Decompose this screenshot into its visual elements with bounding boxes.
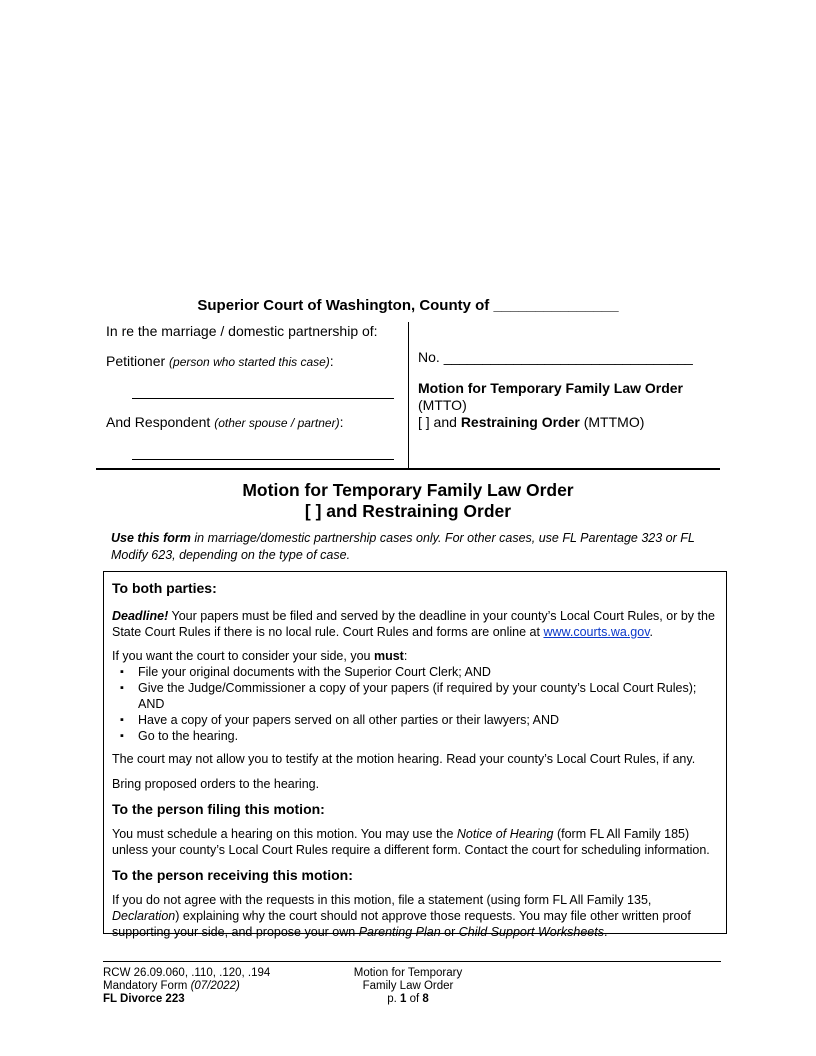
caption-parties [96,322,408,468]
footer-form-id: FL Divorce 223 [103,993,185,1005]
case-number-label: No. [418,349,444,365]
bring-orders-paragraph: Bring proposed orders to the hearing. [112,777,320,791]
colon: : [339,414,344,430]
page-prefix: p. [387,993,400,1005]
case-number-blank[interactable]: ________________________________ [443,349,693,365]
notice-of-hearing: Notice of Hearing [456,827,554,841]
footer-form-title [348,967,468,1006]
respondent-name-line[interactable] [132,459,394,460]
title-line-1: Motion for Temporary Family Law Order [242,480,574,500]
form-code: (MTTO) [418,397,467,413]
parenting-plan: Parenting Plan [358,925,441,939]
list-item: ▪ Go to the hearing. [138,728,716,744]
mandatory-date: (07/2022) [190,980,240,992]
deadline-paragraph [112,608,716,640]
restraining-option [418,414,718,431]
caption-divider [408,322,409,468]
period: . [649,625,654,639]
respondent-text: And Respondent [106,414,215,430]
use-note [111,530,711,564]
form-title: Motion for Temporary Family Law Order [418,380,684,396]
list-item: ▪ File your original documents with the Superior Court Clerk; AND [138,664,716,680]
restraining-code: (MTTMO) [579,414,645,430]
restraining-checkbox[interactable]: [ ] and [418,414,461,430]
filing-text: You must schedule a hearing on this motion. You may use the [112,827,457,841]
declaration-form: Declaration [112,909,176,923]
petitioner-name-line[interactable] [132,398,394,399]
both-parties-heading: To both parties: [112,580,217,596]
receiving-heading: To the person receiving this motion: [112,867,353,883]
form-title-block [418,380,718,431]
petitioner-label [106,353,334,369]
page-of: of [406,993,423,1005]
respondent-label [106,414,344,430]
page-footer [103,961,721,1005]
county-blank[interactable]: _______________ [493,297,619,314]
use-note-bold: Use this form [111,531,191,545]
page-current: 1 [400,993,407,1005]
courts-link[interactable]: www.courts.wa.gov [543,625,650,639]
court-heading [0,297,816,314]
consider-paragraph [112,648,716,664]
mandatory-label: Mandatory Form [103,980,191,992]
filing-paragraph [112,826,716,858]
court-heading-text: Superior Court of Washington, County of [197,297,494,314]
list-item: ▪ Give the Judge/Commissioner a copy of your papers (if required by your county’s Local Court Rules); AND [138,680,716,712]
receiving-paragraph [112,892,716,940]
filing-heading: To the person filing this motion: [112,801,325,817]
colon: : [403,649,408,663]
page-total: 8 [422,993,429,1005]
consider-text: If you want the court to consider your side, you [112,649,374,663]
receiving-text-mid: ) explaining why the court should not approve those requests. You may file other written proof supporting your side, and propose your own [112,909,691,939]
footer-form-info [103,967,363,1006]
case-number [418,349,693,365]
filing-text-end: (form FL All Family 185) unless your county’s Local Court Rules require a different form. Contact the court for scheduling information. [112,827,710,857]
receiving-text: If you do not agree with the requests in this motion, file a statement (using form FL All Family 135, [112,893,652,907]
respondent-note: (other spouse / partner) [214,416,340,430]
footer-title-line-2: Family Law Order [362,980,454,992]
petitioner-text: Petitioner [106,353,170,369]
instructions-box [103,571,727,939]
footer-rcw: RCW 26.09.060, .110, .120, .194 [103,967,271,979]
deadline-text: Your papers must be filed and served by the deadline in your county’s Local Court Rules, or by the State Court Rules if there is no local rule. Court Rules and forms are online at [112,609,715,639]
requirements-list [112,664,716,744]
petitioner-note: (person who started this case) [169,355,330,369]
footer-title-line-1: Motion for Temporary [353,967,463,979]
testify-paragraph: The court may not allow you to testify at the motion hearing. Read your county’s Local Court Rules, if any. [112,752,696,766]
document-title [0,480,816,522]
in-re-label: In re the marriage / domestic partnership of: [106,323,378,339]
deadline-label: Deadline! [112,609,169,623]
title-line-2: [ ] and Restraining Order [304,501,512,521]
period: . [603,925,608,939]
use-note-text: in marriage/domestic partnership cases only. For other cases, use FL Parentage 323 or FL Modify 623, depending on the type of case. [111,531,695,562]
or-word: or [440,925,459,939]
child-support-worksheets: Child Support Worksheets [458,925,604,939]
page-number [348,993,468,1006]
must-word: must [373,649,404,663]
colon: : [329,353,334,369]
caption-bottom-rule [96,468,720,470]
restraining-label: Restraining Order [460,414,580,430]
list-item: ▪ Have a copy of your papers served on all other parties or their lawyers; AND [138,712,716,728]
case-caption [96,322,720,468]
footer-mandatory [103,980,363,993]
